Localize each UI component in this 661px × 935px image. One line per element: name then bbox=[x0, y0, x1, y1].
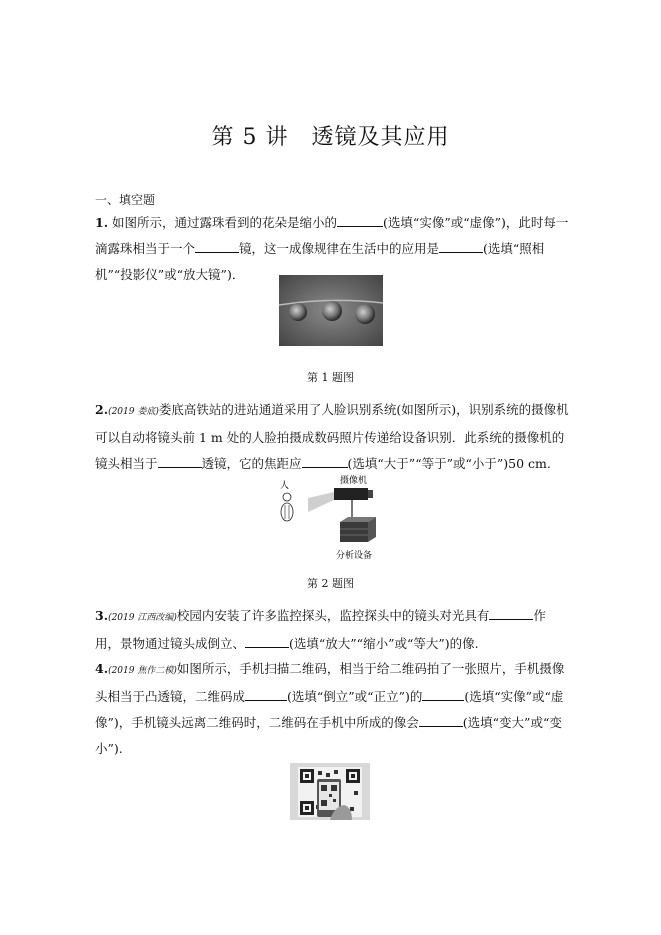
question-3 bbox=[95, 603, 570, 657]
device-box bbox=[340, 522, 368, 542]
camera-body bbox=[334, 488, 368, 500]
question-4 bbox=[95, 656, 570, 762]
answer-blank[interactable] bbox=[245, 633, 289, 648]
section-heading: 一、填空题 bbox=[95, 193, 156, 207]
answer-blank[interactable] bbox=[419, 712, 463, 727]
question-text: (选填“变大”或“变小”). bbox=[95, 715, 562, 756]
question-number: 2. bbox=[95, 402, 109, 417]
question-text: (选填“放大”“缩小”或“等大”)的像. bbox=[289, 636, 479, 651]
dew-drops-photo bbox=[279, 275, 383, 346]
question-2 bbox=[95, 397, 570, 477]
camera-label: 摄像机 bbox=[340, 476, 368, 486]
answer-blank[interactable] bbox=[158, 453, 202, 468]
answer-blank[interactable] bbox=[337, 212, 383, 227]
question-source: (2019 焦作二模) bbox=[108, 666, 177, 676]
question-text: (选填“大于”“等于”或“小于”)50 cm. bbox=[347, 456, 551, 471]
answer-blank[interactable] bbox=[302, 453, 348, 468]
question-number: 3. bbox=[95, 608, 109, 623]
person-head bbox=[283, 493, 291, 501]
answer-blank[interactable] bbox=[439, 238, 483, 253]
person-body bbox=[281, 503, 293, 521]
page-title: 第 5 讲 透镜及其应用 bbox=[211, 125, 450, 150]
question-text: (选填“倒立”或“正立”)的 bbox=[287, 689, 423, 704]
qr-scan-photo bbox=[290, 763, 370, 820]
person-label: 人 bbox=[280, 481, 290, 491]
face-recognition-diagram bbox=[274, 472, 394, 564]
question-text: 如图所示，通过露珠看到的花朵是缩小的 bbox=[108, 215, 338, 230]
question-source: (2019 江西改编) bbox=[108, 613, 177, 623]
question-number: 1. bbox=[95, 215, 109, 230]
question-text: 娄底高铁站的进站通道采用了人脸识别系统(如图所示)，识别系统的摄像机可以自动将镜头前 1 m 处的人脸拍摄成数码照片传递给设备识别．此系统的摄像机的镜头相当于 bbox=[95, 402, 569, 471]
question-text: (选填“实像”或“虚像”)，手机镜头远离二维码时，二维码在手机中所成的像会 bbox=[95, 689, 564, 730]
answer-blank[interactable] bbox=[422, 686, 464, 701]
question-text: 如图所示，手机扫描二维码，相当于给二维码拍了一张照片，手机摄像头相当于凸透镜，二维码成 bbox=[95, 661, 565, 704]
answer-blank[interactable] bbox=[195, 238, 239, 253]
answer-blank[interactable] bbox=[489, 605, 533, 620]
question-text: 校园内安装了许多监控探头，监控探头中的镜头对光具有 bbox=[176, 608, 490, 623]
question-text: (选填“实像”或“虚像”)，此时每一滴露珠相当于一个 bbox=[95, 215, 569, 256]
figure-caption: 第 2 题图 bbox=[307, 577, 354, 590]
figure-caption: 第 1 题图 bbox=[307, 371, 354, 384]
question-number: 4. bbox=[95, 661, 109, 676]
question-text: 作用，景物通过镜头成倒立、 bbox=[95, 608, 546, 651]
question-text: 镜，这一成像规律在生活中的应用是 bbox=[239, 241, 440, 256]
question-text: (选填“照相机”“投影仪”或“放大镜”)． bbox=[95, 241, 545, 282]
device-label: 分析设备 bbox=[336, 551, 373, 561]
answer-blank[interactable] bbox=[245, 686, 287, 701]
question-source: (2019 娄底) bbox=[108, 407, 159, 417]
question-text: 透镜，它的焦距应 bbox=[201, 456, 302, 471]
